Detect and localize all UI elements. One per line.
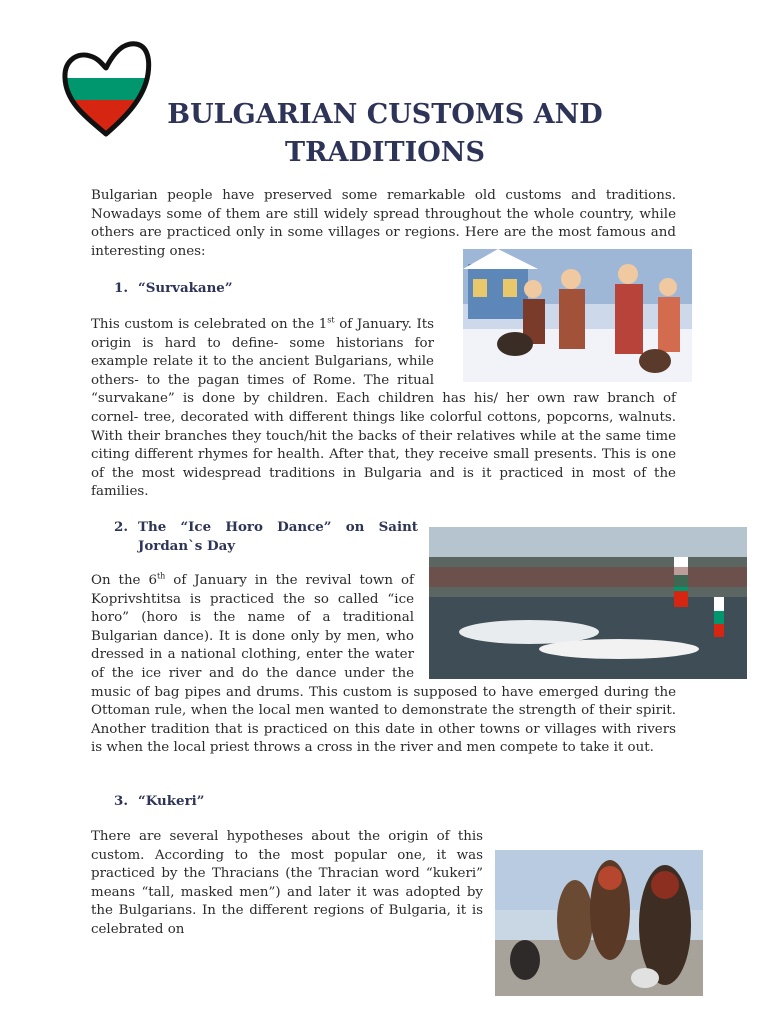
title-line-1: BULGARIAN CUSTOMS AND [167, 99, 603, 130]
intro-paragraph: Bulgarian people have preserved some remarkable old customs and traditions. Nowadays some of them are still widely spread throughout the whole country, while others are practiced only in some villages or regions. Here are the most famous and interesting ones: [91, 188, 676, 259]
page-title [160, 96, 610, 172]
title-line-2: TRADITIONS [285, 137, 485, 168]
section-title: The “Ice Horo Dance” on Saint Jordan`s Day [138, 519, 418, 554]
section-heading-kukeri [114, 792, 205, 811]
kukeri-paragraph: There are several hypotheses about the origin of this custom. According to the most popular one, it was practiced by the Thracians (the Thracian word “kukeri” means “tall, masked men”) and later it was adopted by the Bulgarians. In the different regions of Bulgaria, it is celebrated on [91, 829, 483, 937]
section-number: 3. [114, 793, 128, 809]
section-number: 1. [114, 280, 128, 296]
bulgarian-flag-heart-icon [60, 38, 152, 140]
ice-horo-paragraph: On the 6th of January in the revival town of Koprivshtitsa is practiced the so called “ice horo” (horo is the name of a traditional Bulgarian dance). It is done only by men, who dressed in a national clothing, enter the water of the ice river and do the dance under the music of bag pipes and drums. This custom is supposed to have emerged during the Ottoman rule, when the local men wanted to demonstrate the strength of their spirit. Another tradition that is practiced on this date in other towns or villages with rivers is when the local priest throws a cross in the river and men compete to take it out. [91, 571, 676, 756]
section-title: “Kukeri” [138, 793, 205, 809]
section-number: 2. [114, 519, 128, 535]
section-heading-ice-horo [114, 518, 418, 555]
section-title: “Survakane” [138, 280, 233, 296]
survakane-paragraph: This custom is celebrated on the 1st of January. Its origin is hard to define- some historians for example relate it to the ancient Bulgarians, while others- to the pagan times of Rome. The ritual “survakane” is done by children. Each children has his/ her own raw branch of cornel- tree, decorated with different things like colorful cottons, popcorns, walnuts. With their branches they touch/hit the backs of their relatives while at the same time citing different rhymes for health. After that, they receive small presents. This is one of the most widespread traditions in Bulgaria and is it practiced in most of the families. [91, 315, 676, 500]
section-heading-survakane [114, 279, 233, 298]
